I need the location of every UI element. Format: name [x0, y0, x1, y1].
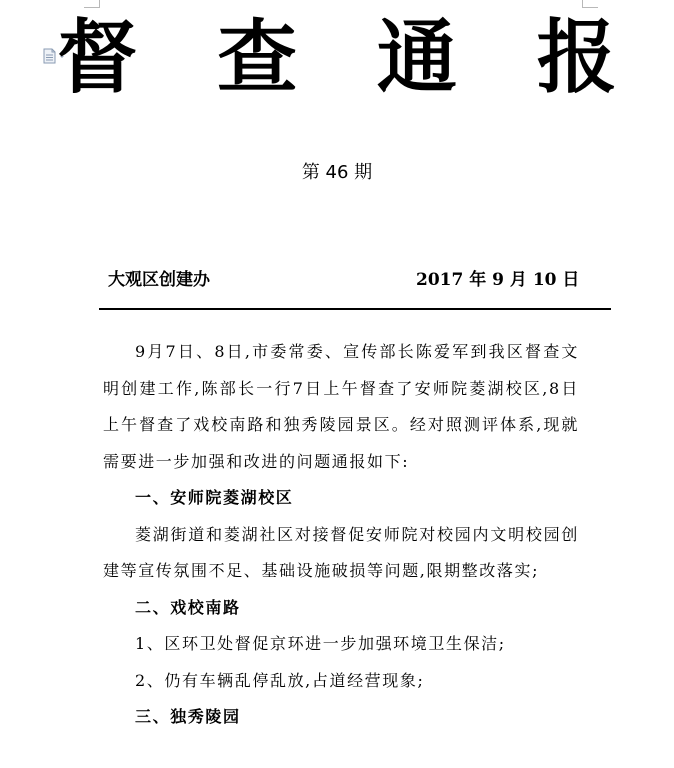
section-heading-2: 二、戏校南路: [135, 597, 241, 617]
section-2-item-2: 2、仍有车辆乱停乱放,占道经营现象;: [135, 670, 425, 690]
intro-paragraph: 9月7日、8日,市委常委、宣传部长陈爱军到我区督查文明创建工作,陈部长一行7日上午督查了安师院菱湖校区,8日上午督查了戏校南路和独秀陵园景区。经对照测评体系,现就需要进一步加强和改进的问题通报如下:: [103, 342, 579, 471]
document-body: [103, 334, 579, 736]
header-divider: [99, 308, 611, 310]
document-title: 督 查 通 报: [57, 11, 643, 104]
section-2-item-1: 1、区环卫处督促京环进一步加强环境卫生保洁;: [135, 634, 506, 653]
issue-date: 2017 年 9 月 10 日: [416, 270, 580, 290]
section-heading-3: 三、独秀陵园: [135, 707, 241, 726]
sender-organization: 大观区创建办: [108, 270, 210, 290]
section-1-paragraph: 菱湖街道和菱湖社区对接督促安师院对校园内文明校园创建等宣传氛围不足、基础设施破损等问题,限期整改落实;: [103, 524, 579, 580]
issue-number: 第 46 期: [301, 162, 373, 183]
section-heading-1: 一、安师院菱湖校区: [135, 488, 294, 507]
